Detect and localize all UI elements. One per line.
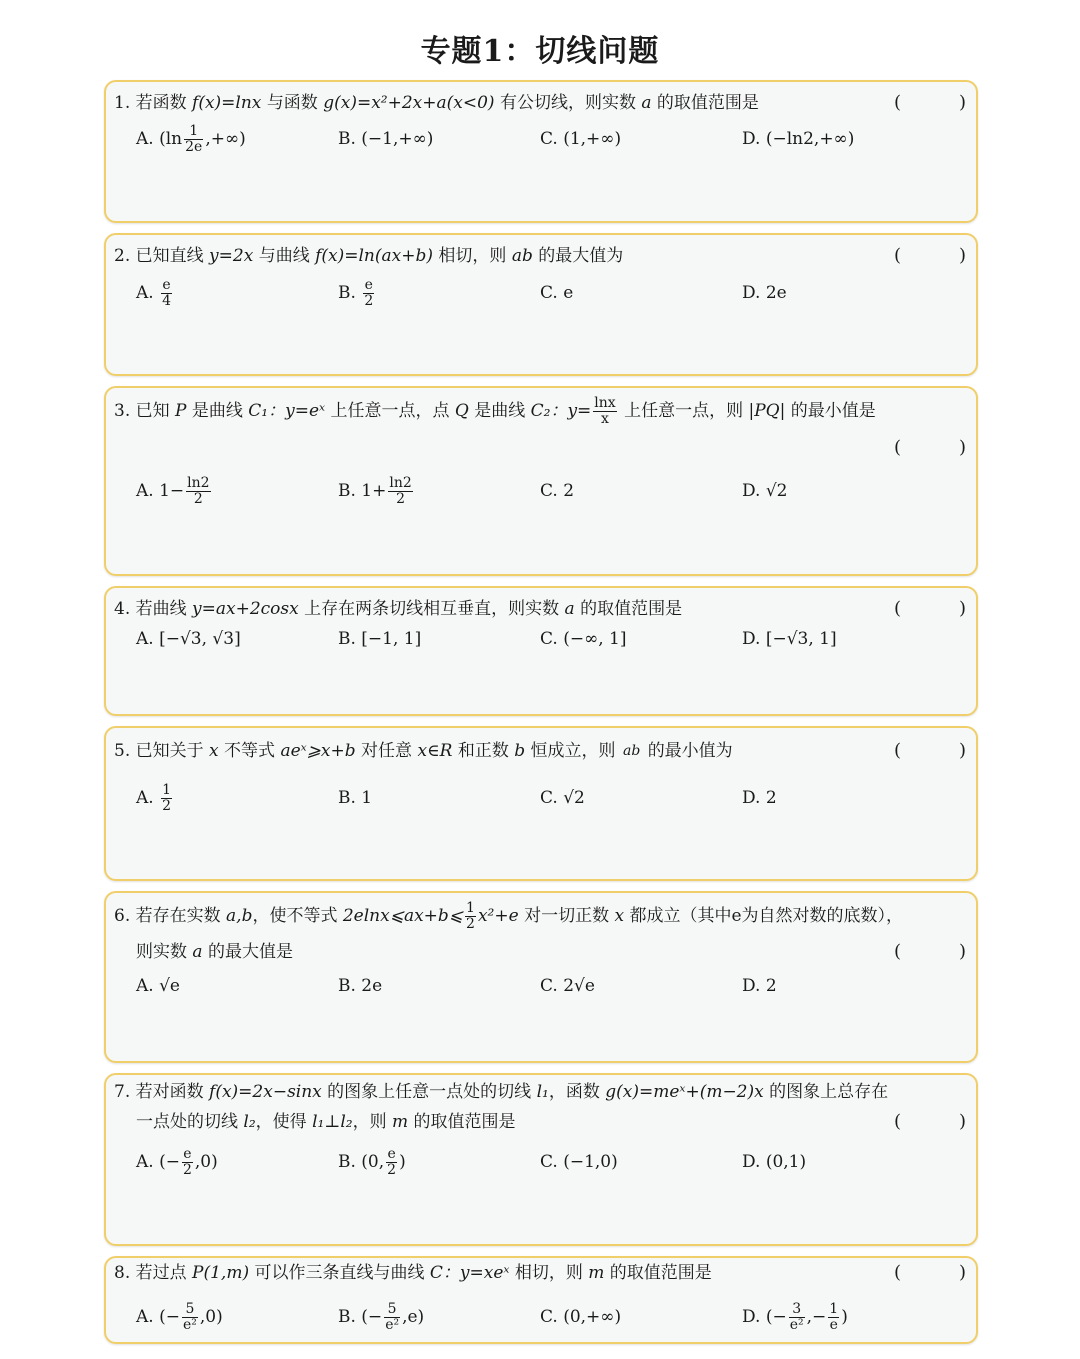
option-a[interactable]: A. (− $\frac{5}{\text{e²}}$ ,0) (136, 1301, 223, 1333)
option-d[interactable]: D. 2 (742, 788, 777, 808)
question-card-3 (104, 386, 978, 576)
option-b[interactable]: B. (−1,+∞) (338, 129, 434, 149)
option-b[interactable]: B. $\frac{e}{2}$ (338, 277, 374, 309)
option-a[interactable]: A. (ln $\frac{1}{2e}$ ,+∞) (136, 123, 246, 155)
option-a[interactable]: A. 1− $\frac{\ln 2}{2}$ (136, 475, 210, 507)
option-c[interactable]: C. e (540, 283, 574, 303)
question-card-4 (104, 586, 978, 716)
question-stem: 7. 若对函数 f(x)=2x−sinx 的图象上任意一点处的切线 l₁，函数 g(x)=meˣ+(m−2)x 的图象上总存在 (114, 1082, 889, 1102)
option-d[interactable]: D. (− $\frac{3}{\text{e²}}$ ,− $\frac{1}{e}$ ) (742, 1301, 848, 1333)
answer-parentheses: ( ) (894, 437, 966, 458)
option-a[interactable]: A. (− $\frac{e}{2}$ ,0) (136, 1146, 218, 1178)
option-a[interactable]: A. $\frac{1}{2}$ (136, 782, 172, 814)
option-c[interactable]: C. (0,+∞) (540, 1307, 622, 1327)
option-b[interactable]: B. 1 (338, 788, 373, 808)
option-c[interactable]: C. 2√e (540, 976, 595, 996)
question-card-7 (104, 1073, 978, 1246)
answer-parentheses: ( ) (894, 1111, 966, 1132)
question-card-6 (104, 891, 978, 1063)
option-a[interactable]: A. $\frac{e}{4}$ (136, 277, 172, 309)
option-c[interactable]: C. (−1,0) (540, 1152, 618, 1172)
question-stem: 6. 若存在实数 a,b，使不等式 2elnx⩽ax+b⩽ $\frac{1}{2}$ x²+e 对一切正数 x 都成立（其中e为自然对数的底数）， (114, 900, 904, 932)
option-b[interactable]: B. (0, $\frac{e}{2}$ ) (338, 1146, 406, 1178)
question-stem: 3. 已知 P 是曲线 C₁：y=eˣ 上任意一点，点 Q 是曲线 C₂：y= $\frac{\ln x}{x}$ 上任意一点，则 |PQ| 的最小值是 (114, 395, 876, 427)
question-stem-line2: 一点处的切线 l₂，使得 l₁⊥l₂，则 m 的取值范围是 (136, 1112, 516, 1132)
question-stem: 8. 若过点 P(1,m) 可以作三条直线与曲线 C：y=xeˣ 相切，则 m 的取值范围是 (114, 1263, 712, 1283)
answer-parentheses: ( ) (894, 245, 966, 266)
option-d[interactable]: D. 2 (742, 976, 777, 996)
option-b[interactable]: B. 2e (338, 976, 383, 996)
question-stem: 4. 若曲线 y=ax+2cosx 上存在两条切线相互垂直，则实数 a 的取值范围是 (114, 599, 683, 619)
answer-parentheses: ( ) (894, 740, 966, 761)
option-b[interactable]: B. [−1, 1] (338, 629, 422, 649)
option-a[interactable]: A. √e (136, 976, 180, 996)
option-b[interactable]: B. 1+ $\frac{\ln 2}{2}$ (338, 475, 412, 507)
question-card-2 (104, 233, 978, 376)
option-d[interactable]: D. √2 (742, 481, 788, 501)
page-title: 专题1：切线问题 (420, 34, 660, 69)
answer-parentheses: ( ) (894, 92, 966, 113)
question-stem: 5. 已知关于 x 不等式 aeˣ⩾x+b 对任意 x∈R 和正数 b 恒成立，则 ab 的最小值为 (114, 741, 733, 761)
option-d[interactable]: D. [−√3, 1] (742, 629, 837, 649)
answer-parentheses: ( ) (894, 598, 966, 619)
question-card-1 (104, 80, 978, 223)
option-c[interactable]: C. (−∞, 1] (540, 629, 627, 649)
option-c[interactable]: C. (1,+∞) (540, 129, 622, 149)
option-b[interactable]: B. (− $\frac{5}{\text{e²}}$ ,e) (338, 1301, 425, 1333)
question-stem: 1. 若函数 f(x)=lnx 与函数 g(x)=x²+2x+a(x<0) 有公切线，则实数 a 的取值范围是 (114, 93, 759, 113)
option-c[interactable]: C. 2 (540, 481, 575, 501)
option-d[interactable]: D. (0,1) (742, 1152, 807, 1172)
question-stem: 2. 已知直线 y=2x 与曲线 f(x)=ln(ax+b) 相切，则 ab 的最大值为 (114, 246, 624, 266)
question-stem-line2: 则实数 a 的最大值是 (136, 942, 293, 962)
answer-parentheses: ( ) (894, 941, 966, 962)
option-c[interactable]: C. √2 (540, 788, 585, 808)
answer-parentheses: ( ) (894, 1262, 966, 1283)
question-card-5 (104, 726, 978, 881)
question-card-8 (104, 1256, 978, 1344)
option-d[interactable]: D. 2e (742, 283, 787, 303)
option-a[interactable]: A. [−√3, √3] (136, 629, 241, 649)
option-d[interactable]: D. (−ln2,+∞) (742, 129, 855, 149)
